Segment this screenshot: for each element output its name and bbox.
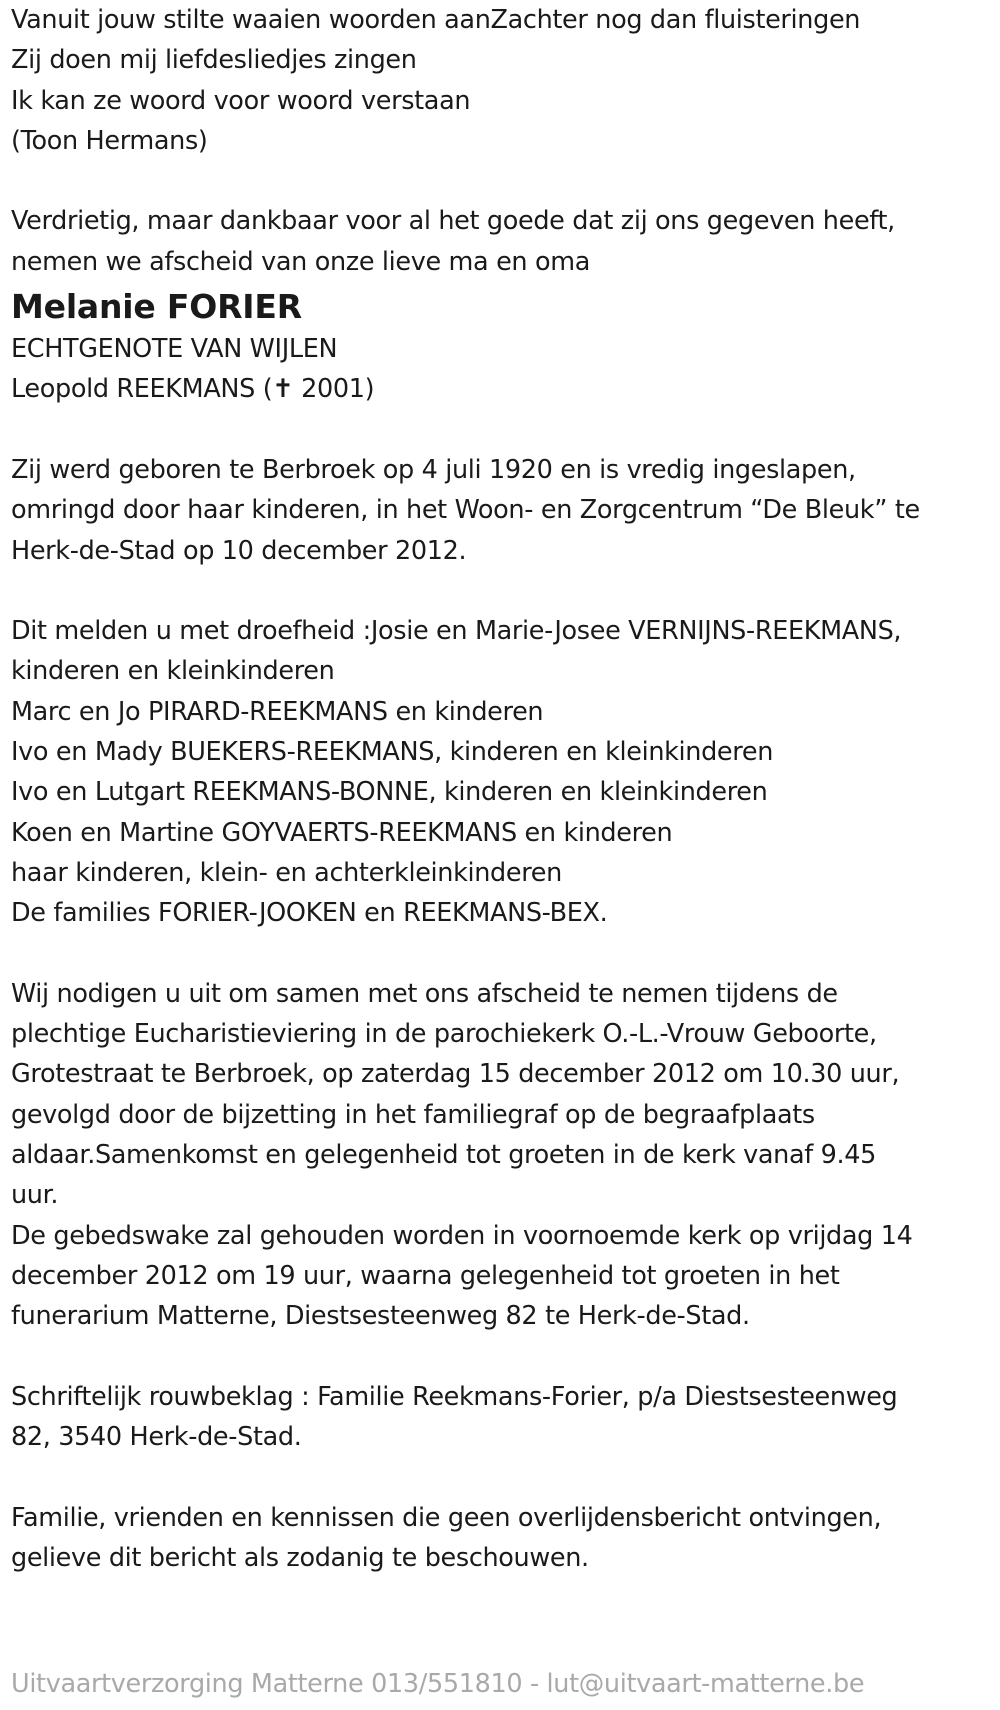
spacer	[11, 1457, 996, 1497]
family-line: Koen en Martine GOYVAERTS-REEKMANS en kinderen	[11, 817, 673, 848]
condolence-paragraph	[11, 1377, 996, 1458]
paragraph-line: Zij werd geboren te Berbroek op 4 juli 1920 en is vredig ingeslapen,	[11, 454, 856, 485]
service-line: aldaar.Samenkomst en gelegenheid tot groeten in de kerk vanaf 9.45	[11, 1140, 877, 1171]
spacer	[11, 1337, 996, 1377]
closing-line: gelieve dit bericht als zodanig te beschouwen.	[11, 1542, 589, 1573]
poem-author: (Toon Hermans)	[11, 125, 208, 156]
service-line: uur.	[11, 1180, 59, 1211]
family-line: Dit melden u met droefheid :Josie en Marie-Josee VERNIJNS-REEKMANS,	[11, 616, 902, 647]
condolence-line: Schriftelijk rouwbeklag : Familie Reekmans-Forier, p/a Diestsesteenweg	[11, 1381, 898, 1412]
spouse-label: ECHTGENOTE VAN WIJLEN	[11, 334, 338, 365]
obituary-notice	[11, 0, 996, 1578]
service-line: december 2012 om 19 uur, waarna gelegenheid tot groeten in het	[11, 1260, 840, 1291]
deceased-name: Melanie FORIER	[11, 287, 302, 327]
family-line: kinderen en kleinkinderen	[11, 656, 335, 687]
condolence-line: 82, 3540 Herk-de-Stad.	[11, 1422, 302, 1453]
service-line: funerarium Matterne, Diestsesteenweg 82 te Herk-de-Stad.	[11, 1301, 750, 1332]
poem	[11, 0, 996, 161]
spouse-name: Leopold REEKMANS (✝ 2001)	[11, 374, 375, 405]
paragraph-line: Herk-de-Stad op 10 december 2012.	[11, 535, 467, 566]
poem-line: Ik kan ze woord voor woord verstaan	[11, 85, 471, 116]
service-line: Wij nodigen u uit om samen met ons afscheid te nemen tijdens de	[11, 978, 838, 1009]
family-line: Ivo en Mady BUEKERS-REEKMANS, kinderen en kleinkinderen	[11, 737, 773, 768]
service-line: plechtige Eucharistieviering in de parochiekerk O.-L.-Vrouw Geboorte,	[11, 1019, 877, 1050]
poem-line: Vanuit jouw stilte waaien woorden aanZachter nog dan fluisteringen	[11, 5, 861, 35]
paragraph-line: omringd door haar kinderen, in het Woon- en Zorgcentrum “De Bleuk” te	[11, 495, 920, 526]
family-line: haar kinderen, klein- en achterkleinkinderen	[11, 857, 562, 888]
service-line: De gebedswake zal gehouden worden in voornoemde kerk op vrijdag 14	[11, 1220, 913, 1251]
service-line: gevolgd door de bijzetting in het familiegraf op de begraafplaats	[11, 1099, 815, 1130]
intro-line: nemen we afscheid van onze lieve ma en oma	[11, 246, 590, 277]
spacer	[11, 410, 996, 450]
poem-line: Zij doen mij liefdesliedjes zingen	[11, 45, 417, 76]
intro-line: Verdrietig, maar dankbaar voor al het goede dat zij ons gegeven heeft,	[11, 206, 895, 237]
intro	[11, 201, 996, 282]
spacer	[11, 571, 996, 611]
closing-line: Familie, vrienden en kennissen die geen overlijdensbericht ontvingen,	[11, 1502, 882, 1533]
funeral-home-footer: Uitvaartverzorging Matterne 013/551810 - lut@uitvaart-matterne.be	[11, 1669, 865, 1699]
spacer	[11, 161, 996, 201]
spacer	[11, 934, 996, 974]
service-line: Grotestraat te Berbroek, op zaterdag 15 december 2012 om 10.30 uur,	[11, 1059, 900, 1090]
birth-death-paragraph	[11, 450, 996, 571]
announcement-paragraph	[11, 611, 996, 933]
family-line: De families FORIER-JOOKEN en REEKMANS-BEX.	[11, 898, 608, 929]
family-line: Marc en Jo PIRARD-REEKMANS en kinderen	[11, 696, 544, 727]
closing-paragraph	[11, 1498, 996, 1579]
service-paragraph	[11, 974, 996, 1337]
family-line: Ivo en Lutgart REEKMANS-BONNE, kinderen en kleinkinderen	[11, 777, 768, 808]
